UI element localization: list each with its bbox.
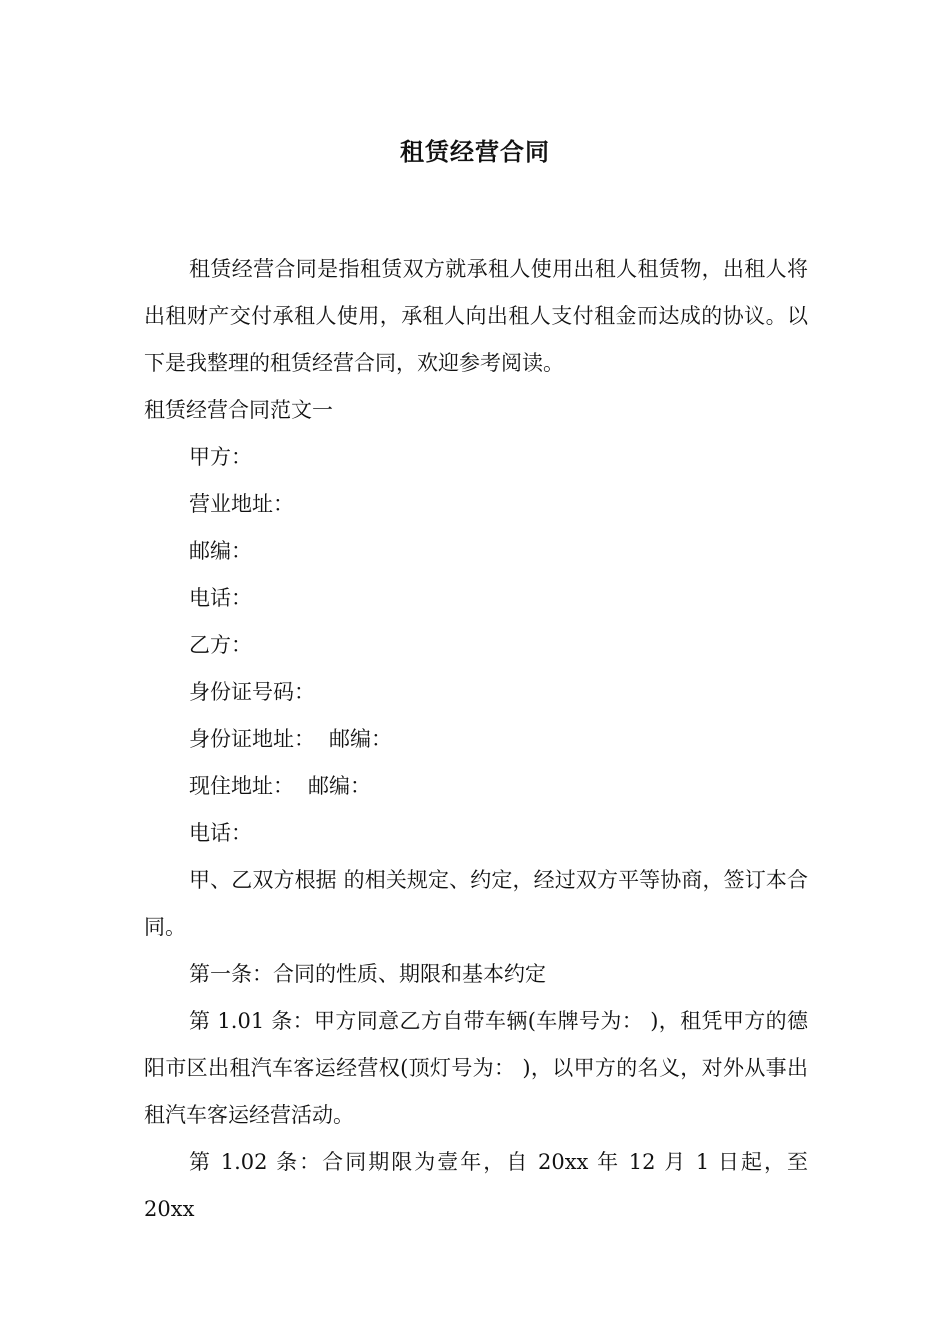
article-1-heading: 第一条：合同的性质、期限和基本约定	[189, 962, 546, 986]
postcode-a-line: 邮编：	[189, 539, 252, 563]
id-postcode-label: 邮编：	[329, 727, 392, 751]
current-postcode-label: 邮编：	[308, 774, 371, 798]
phone-b-line: 电话：	[189, 821, 252, 845]
intro-paragraph: 租赁经营合同是指租赁双方就承租人使用出租人租赁物，出租人将出租财产交付承租人使用，承租人向出租人支付租金而达成的协议。以下是我整理的租赁经营合同，欢迎参考阅读。	[144, 257, 808, 375]
id-address-label: 身份证地址：	[189, 727, 315, 751]
id-address-line	[144, 716, 808, 763]
document-body	[144, 246, 808, 1233]
current-address-label: 现住地址：	[189, 774, 294, 798]
current-address-line	[144, 763, 808, 810]
business-address-line: 营业地址：	[189, 492, 294, 516]
article-1-02-paragraph: 第 1.02 条：合同期限为壹年，自 20xx 年 12 月 1 日起，至 20xx	[144, 1150, 808, 1221]
section-heading: 租赁经营合同范文一	[144, 398, 333, 422]
article-1-01-paragraph: 第 1.01 条：甲方同意乙方自带车辆(车牌号为： )，租凭甲方的德阳市区出租汽车客运经营权(顶灯号为： )，以甲方的名义，对外从事出租汽车客运经营活动。	[144, 1009, 808, 1127]
id-number-line: 身份证号码：	[189, 680, 315, 704]
party-b-line: 乙方：	[189, 633, 252, 657]
document-title: 租赁经营合同	[400, 138, 550, 166]
party-a-line: 甲方：	[189, 445, 252, 469]
agreement-paragraph: 甲、乙双方根据 的相关规定、约定，经过双方平等协商，签订本合同。	[144, 868, 808, 939]
phone-a-line: 电话：	[189, 586, 252, 610]
